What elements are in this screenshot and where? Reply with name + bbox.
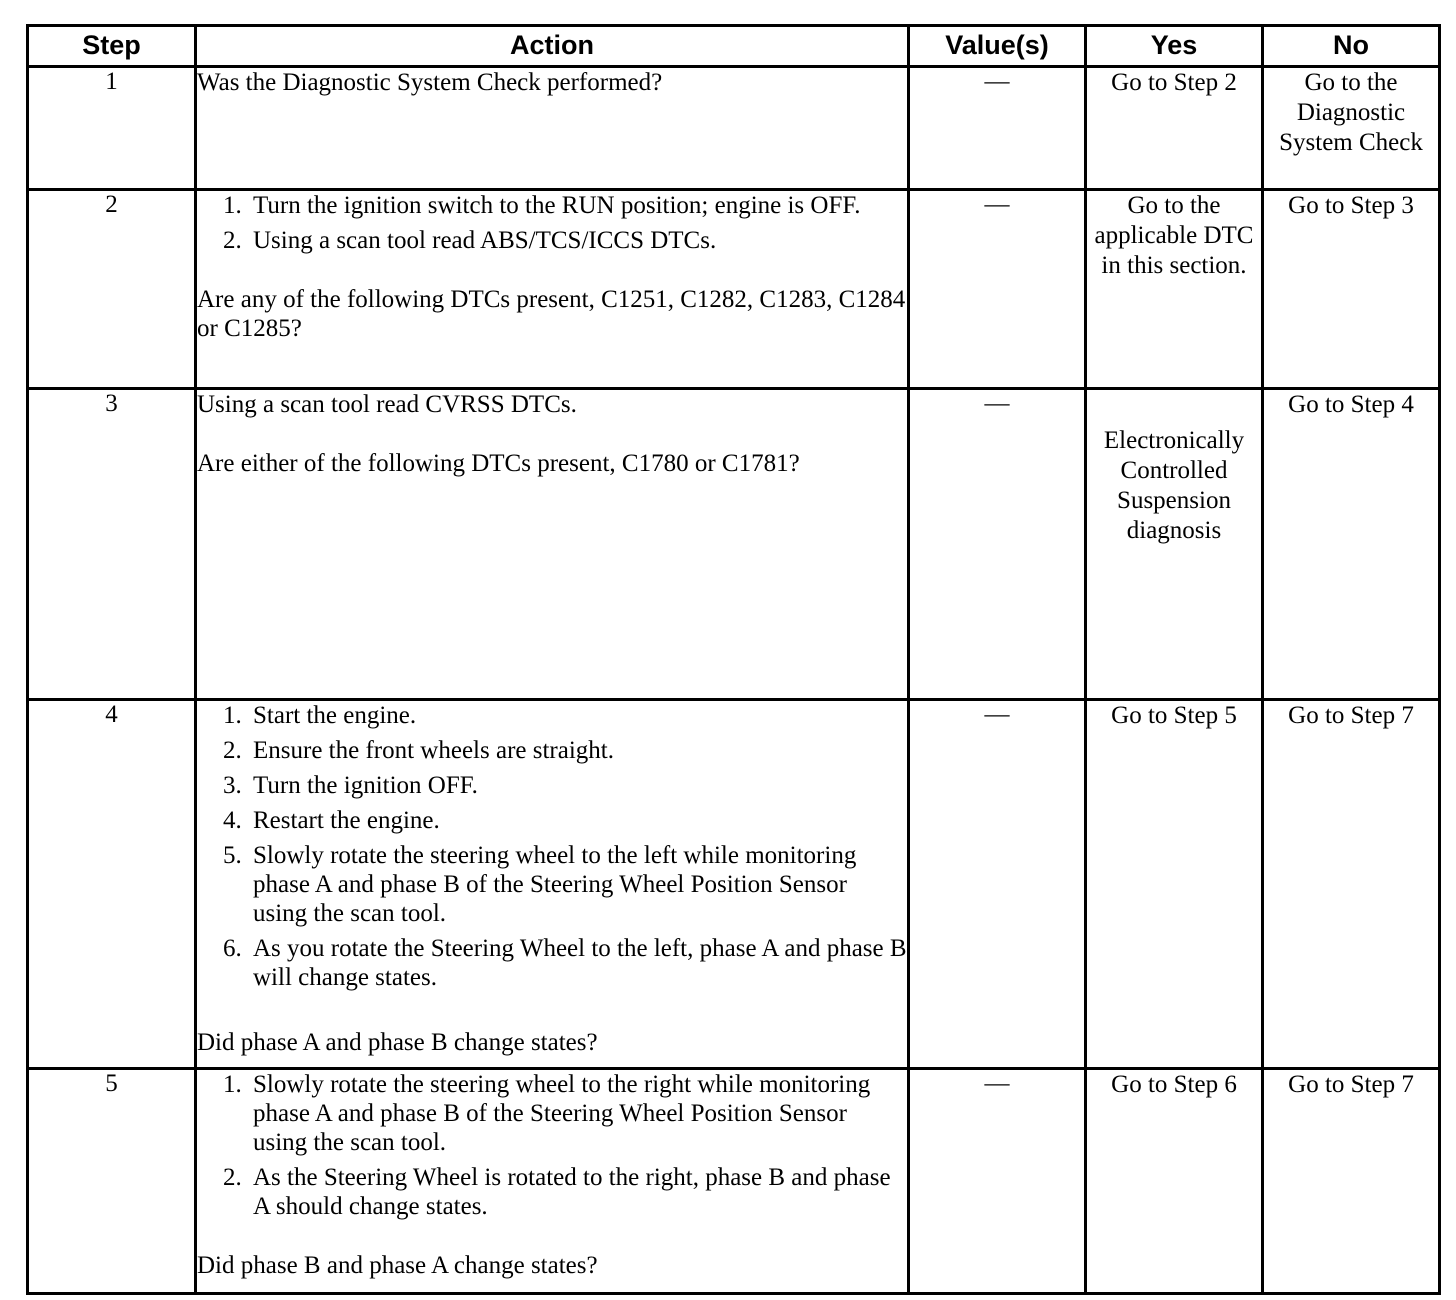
action-steps-list — [197, 1070, 907, 1221]
yes-cell: Go to Step 5 — [1086, 700, 1263, 1069]
list-item — [223, 736, 907, 765]
value-cell: — — [909, 389, 1086, 700]
list-item-text: As the Steering Wheel is rotated to the right, phase B and phase A should change states. — [253, 1164, 891, 1220]
no-cell: Go to the Diagnostic System Check — [1263, 67, 1440, 190]
list-item — [223, 934, 907, 992]
yes-cell: Go to Step 6 — [1086, 1069, 1263, 1294]
list-item — [223, 1070, 907, 1157]
action-intro: Using a scan tool read CVRSS DTCs. — [197, 391, 577, 418]
action-cell — [196, 1069, 909, 1294]
list-item-text: Start the engine. — [253, 702, 417, 729]
yes-cell: Go to Step 2 — [1086, 67, 1263, 190]
list-item-number: 2. — [223, 737, 242, 764]
step-number: 5 — [28, 1069, 196, 1294]
header-values: Value(s) — [909, 26, 1086, 67]
step-number: 2 — [28, 190, 196, 389]
action-cell — [196, 67, 909, 190]
list-item — [223, 226, 907, 255]
action-question: Are any of the following DTCs present, C1251, C1282, C1283, C1284 or C1285? — [197, 286, 906, 342]
yes-cell: Electronically Controlled Suspension diagnosis — [1086, 389, 1263, 700]
no-cell: Go to Step 3 — [1263, 190, 1440, 389]
list-item-number: 1. — [223, 702, 242, 729]
value-cell: — — [909, 1069, 1086, 1294]
action-question: Did phase B and phase A change states? — [197, 1252, 598, 1279]
list-item — [223, 771, 907, 800]
list-item-number: 1. — [223, 1071, 242, 1098]
header-action: Action — [196, 26, 909, 67]
action-cell — [196, 389, 909, 700]
list-item-text: Ensure the front wheels are straight. — [253, 737, 614, 764]
list-item — [223, 806, 907, 835]
step-number: 1 — [28, 67, 196, 190]
action-steps-list — [197, 191, 907, 255]
step-number: 3 — [28, 389, 196, 700]
list-item — [223, 841, 907, 928]
header-no: No — [1263, 26, 1440, 67]
list-item-number: 6. — [223, 935, 242, 962]
no-cell: Go to Step 7 — [1263, 1069, 1440, 1294]
list-item-number: 1. — [223, 192, 242, 219]
header-yes: Yes — [1086, 26, 1263, 67]
diagnostic-table — [26, 24, 1441, 1295]
table-row — [28, 1069, 1440, 1294]
list-item — [223, 701, 907, 730]
no-cell: Go to Step 7 — [1263, 700, 1440, 1069]
action-question: Did phase A and phase B change states? — [197, 1029, 598, 1056]
list-item-text: Restart the engine. — [253, 807, 440, 834]
list-item-text: As you rotate the Steering Wheel to the left, phase A and phase B will change states. — [253, 935, 907, 991]
step-number: 4 — [28, 700, 196, 1069]
list-item-number: 4. — [223, 807, 242, 834]
list-item-number: 5. — [223, 842, 242, 869]
table-row — [28, 190, 1440, 389]
list-item-number: 3. — [223, 772, 242, 799]
table-row — [28, 389, 1440, 700]
header-step: Step — [28, 26, 196, 67]
action-cell — [196, 700, 909, 1069]
list-item-text: Slowly rotate the steering wheel to the right while monitoring phase A and phase B of the Steering Wheel Position Sensor using the scan tool. — [253, 1071, 871, 1156]
list-item-text: Slowly rotate the steering wheel to the left while monitoring phase A and phase B of the Steering Wheel Position Sensor using the scan tool. — [253, 842, 857, 927]
value-cell: — — [909, 700, 1086, 1069]
list-item — [223, 191, 907, 220]
table-row — [28, 700, 1440, 1069]
table-header-row — [28, 26, 1440, 67]
list-item-number: 2. — [223, 1164, 242, 1191]
list-item-text: Using a scan tool read ABS/TCS/ICCS DTCs. — [253, 227, 717, 254]
list-item-text: Turn the ignition switch to the RUN position; engine is OFF. — [253, 192, 861, 219]
no-cell: Go to Step 4 — [1263, 389, 1440, 700]
value-cell: — — [909, 67, 1086, 190]
list-item — [223, 1163, 907, 1221]
diagnostic-page — [26, 24, 1438, 1295]
action-cell — [196, 190, 909, 389]
yes-cell: Go to the applicable DTC in this section. — [1086, 190, 1263, 389]
list-item-text: Turn the ignition OFF. — [253, 772, 478, 799]
value-cell: — — [909, 190, 1086, 389]
action-intro: Was the Diagnostic System Check performed? — [197, 69, 663, 96]
table-row — [28, 67, 1440, 190]
action-steps-list — [197, 701, 907, 992]
list-item-number: 2. — [223, 227, 242, 254]
action-question: Are either of the following DTCs present, C1780 or C1781? — [197, 450, 800, 477]
